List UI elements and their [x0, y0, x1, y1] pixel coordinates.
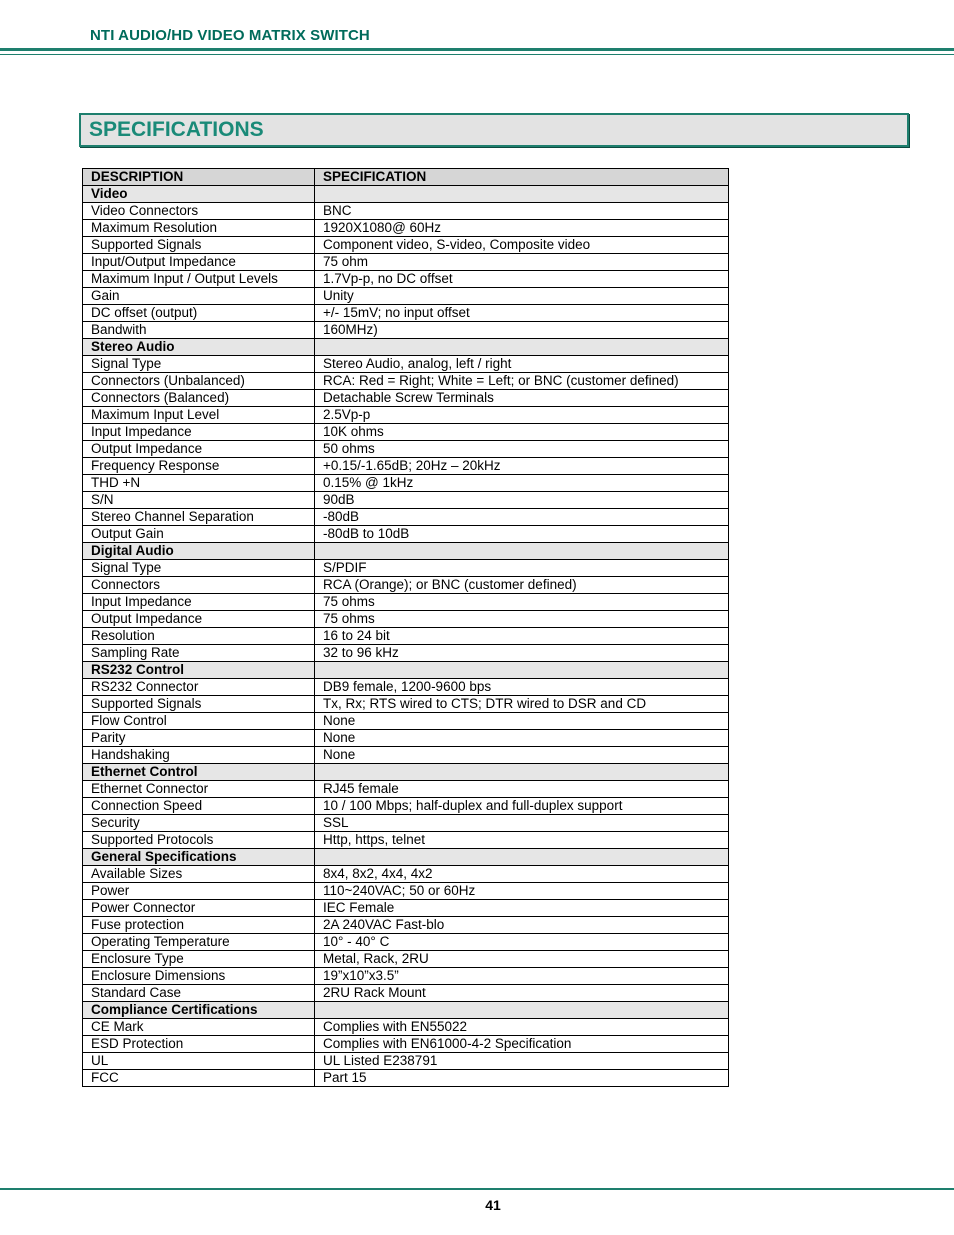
row-description: Connectors (Unbalanced)	[83, 373, 315, 390]
header-rule-thin	[0, 54, 954, 55]
row-specification: 160MHz)	[315, 322, 729, 339]
row-description: Handshaking	[83, 747, 315, 764]
row-specification: +0.15/-1.65dB; 20Hz – 20kHz	[315, 458, 729, 475]
table-group-row	[83, 339, 729, 356]
row-specification: +/- 15mV; no input offset	[315, 305, 729, 322]
row-description: Supported Signals	[83, 237, 315, 254]
table-row	[83, 934, 729, 951]
table-row	[83, 237, 729, 254]
row-specification: None	[315, 713, 729, 730]
table-row	[83, 611, 729, 628]
table-group-row	[83, 662, 729, 679]
row-description: Bandwith	[83, 322, 315, 339]
table-row	[83, 628, 729, 645]
row-specification: 19”x10”x3.5”	[315, 968, 729, 985]
row-description: Supported Protocols	[83, 832, 315, 849]
row-description: Output Impedance	[83, 441, 315, 458]
group-spacer-cell	[315, 543, 729, 560]
table-row	[83, 475, 729, 492]
table-row	[83, 373, 729, 390]
row-specification: RCA: Red = Right; White = Left; or BNC (customer defined)	[315, 373, 729, 390]
row-specification: UL Listed E238791	[315, 1053, 729, 1070]
row-specification: 2RU Rack Mount	[315, 985, 729, 1002]
table-row	[83, 900, 729, 917]
row-specification: 16 to 24 bit	[315, 628, 729, 645]
row-specification: Detachable Screw Terminals	[315, 390, 729, 407]
row-specification: Complies with EN61000-4-2 Specification	[315, 1036, 729, 1053]
column-header-description: DESCRIPTION	[83, 169, 315, 186]
row-description: Maximum Input / Output Levels	[83, 271, 315, 288]
table-row	[83, 424, 729, 441]
table-row	[83, 271, 729, 288]
row-description: Connection Speed	[83, 798, 315, 815]
table-header-row	[83, 169, 729, 186]
group-spacer-cell	[315, 662, 729, 679]
section-title: SPECIFICATIONS	[89, 118, 264, 141]
group-spacer-cell	[315, 186, 729, 203]
row-specification: Stereo Audio, analog, left / right	[315, 356, 729, 373]
group-spacer-cell	[315, 764, 729, 781]
row-specification: None	[315, 730, 729, 747]
table-row	[83, 798, 729, 815]
row-description: Standard Case	[83, 985, 315, 1002]
row-description: Security	[83, 815, 315, 832]
row-description: Parity	[83, 730, 315, 747]
row-specification: Complies with EN55022	[315, 1019, 729, 1036]
row-description: Signal Type	[83, 356, 315, 373]
group-spacer-cell	[315, 849, 729, 866]
row-description: UL	[83, 1053, 315, 1070]
table-group-row	[83, 186, 729, 203]
row-specification: Component video, S-video, Composite video	[315, 237, 729, 254]
group-spacer-cell	[315, 339, 729, 356]
table-row	[83, 866, 729, 883]
row-specification: S/PDIF	[315, 560, 729, 577]
row-specification: 75 ohm	[315, 254, 729, 271]
table-group-row	[83, 849, 729, 866]
row-specification: 10 / 100 Mbps; half-duplex and full-duplex support	[315, 798, 729, 815]
table-row	[83, 305, 729, 322]
row-specification: Metal, Rack, 2RU	[315, 951, 729, 968]
table-row	[83, 356, 729, 373]
row-description: Available Sizes	[83, 866, 315, 883]
row-specification: Unity	[315, 288, 729, 305]
row-description: Supported Signals	[83, 696, 315, 713]
row-specification: -80dB	[315, 509, 729, 526]
row-specification: 1920X1080@ 60Hz	[315, 220, 729, 237]
table-row	[83, 560, 729, 577]
row-description: Video Connectors	[83, 203, 315, 220]
table-row	[83, 696, 729, 713]
row-description: Resolution	[83, 628, 315, 645]
group-label: RS232 Control	[83, 662, 315, 679]
row-description: FCC	[83, 1070, 315, 1087]
table-row	[83, 951, 729, 968]
row-specification: 2A 240VAC Fast-blo	[315, 917, 729, 934]
row-description: Input/Output Impedance	[83, 254, 315, 271]
table-row	[83, 730, 729, 747]
header-rule	[0, 48, 954, 51]
row-description: Connectors (Balanced)	[83, 390, 315, 407]
row-description: THD +N	[83, 475, 315, 492]
row-specification: SSL	[315, 815, 729, 832]
table-row	[83, 441, 729, 458]
row-specification: Http, https, telnet	[315, 832, 729, 849]
row-description: RS232 Connector	[83, 679, 315, 696]
table-row	[83, 492, 729, 509]
table-row	[83, 883, 729, 900]
row-specification: RCA (Orange); or BNC (customer defined)	[315, 577, 729, 594]
table-row	[83, 713, 729, 730]
document-header-title: NTI AUDIO/HD VIDEO MATRIX SWITCH	[90, 27, 370, 44]
row-description: Enclosure Dimensions	[83, 968, 315, 985]
row-specification: 0.15% @ 1kHz	[315, 475, 729, 492]
table-row	[83, 679, 729, 696]
group-label: Video	[83, 186, 315, 203]
table-row	[83, 1036, 729, 1053]
table-row	[83, 390, 729, 407]
row-specification: -80dB to 10dB	[315, 526, 729, 543]
row-description: Gain	[83, 288, 315, 305]
table-row	[83, 458, 729, 475]
row-specification: Part 15	[315, 1070, 729, 1087]
group-label: Digital Audio	[83, 543, 315, 560]
row-description: CE Mark	[83, 1019, 315, 1036]
table-row	[83, 1070, 729, 1087]
row-description: Enclosure Type	[83, 951, 315, 968]
row-specification: DB9 female, 1200-9600 bps	[315, 679, 729, 696]
group-spacer-cell	[315, 1002, 729, 1019]
table-row	[83, 203, 729, 220]
page-number: 41	[485, 1197, 501, 1213]
table-row	[83, 917, 729, 934]
table-row	[83, 832, 729, 849]
group-label: Ethernet Control	[83, 764, 315, 781]
row-specification: 8x4, 8x2, 4x4, 4x2	[315, 866, 729, 883]
table-row	[83, 1053, 729, 1070]
row-specification: 10K ohms	[315, 424, 729, 441]
table-row	[83, 322, 729, 339]
group-label: Compliance Certifications	[83, 1002, 315, 1019]
row-description: Power Connector	[83, 900, 315, 917]
row-specification: 75 ohms	[315, 611, 729, 628]
table-group-row	[83, 764, 729, 781]
table-group-row	[83, 543, 729, 560]
row-description: DC offset (output)	[83, 305, 315, 322]
table-row	[83, 288, 729, 305]
row-description: Power	[83, 883, 315, 900]
row-specification: RJ45 female	[315, 781, 729, 798]
row-description: Output Gain	[83, 526, 315, 543]
table-row	[83, 985, 729, 1002]
row-description: Input Impedance	[83, 594, 315, 611]
row-specification: 110~240VAC; 50 or 60Hz	[315, 883, 729, 900]
row-specification: 90dB	[315, 492, 729, 509]
table-row	[83, 594, 729, 611]
row-specification: Tx, Rx; RTS wired to CTS; DTR wired to DSR and CD	[315, 696, 729, 713]
row-description: Maximum Resolution	[83, 220, 315, 237]
table-row	[83, 815, 729, 832]
row-specification: BNC	[315, 203, 729, 220]
row-description: ESD Protection	[83, 1036, 315, 1053]
row-specification: 32 to 96 kHz	[315, 645, 729, 662]
table-row	[83, 747, 729, 764]
row-description: Stereo Channel Separation	[83, 509, 315, 526]
row-specification: 75 ohms	[315, 594, 729, 611]
table-row	[83, 509, 729, 526]
row-specification: None	[315, 747, 729, 764]
column-header-specification: SPECIFICATION	[315, 169, 729, 186]
specifications-table	[82, 168, 729, 1087]
table-row	[83, 968, 729, 985]
row-description: Sampling Rate	[83, 645, 315, 662]
row-specification: 1.7Vp-p, no DC offset	[315, 271, 729, 288]
table-row	[83, 220, 729, 237]
row-description: Frequency Response	[83, 458, 315, 475]
row-description: Connectors	[83, 577, 315, 594]
row-specification: IEC Female	[315, 900, 729, 917]
row-description: Operating Temperature	[83, 934, 315, 951]
row-description: Flow Control	[83, 713, 315, 730]
footer-rule	[0, 1188, 954, 1190]
row-description: Signal Type	[83, 560, 315, 577]
table-row	[83, 645, 729, 662]
group-label: General Specifications	[83, 849, 315, 866]
table-row	[83, 254, 729, 271]
table-row	[83, 577, 729, 594]
section-heading-box	[79, 113, 909, 147]
row-description: Maximum Input Level	[83, 407, 315, 424]
table-group-row	[83, 1002, 729, 1019]
table-row	[83, 407, 729, 424]
row-description: Fuse protection	[83, 917, 315, 934]
row-specification: 50 ohms	[315, 441, 729, 458]
table-row	[83, 526, 729, 543]
group-label: Stereo Audio	[83, 339, 315, 356]
row-description: Output Impedance	[83, 611, 315, 628]
row-description: S/N	[83, 492, 315, 509]
row-specification: 2.5Vp-p	[315, 407, 729, 424]
row-description: Ethernet Connector	[83, 781, 315, 798]
row-description: Input Impedance	[83, 424, 315, 441]
table-row	[83, 781, 729, 798]
table-row	[83, 1019, 729, 1036]
row-specification: 10° - 40° C	[315, 934, 729, 951]
